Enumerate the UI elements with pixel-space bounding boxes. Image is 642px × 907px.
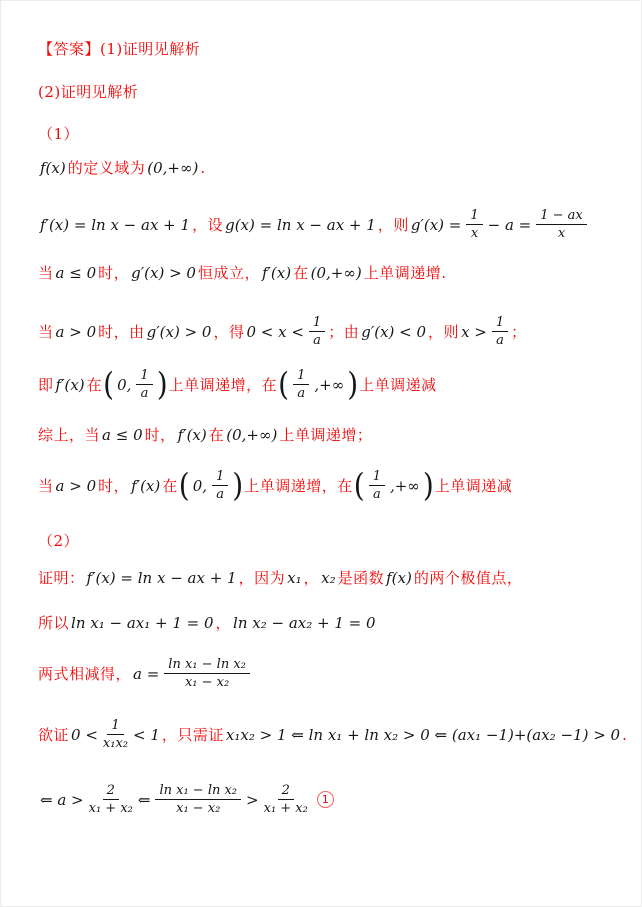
answer-line-2 bbox=[38, 82, 617, 102]
math-run: (0,+∞) bbox=[310, 264, 362, 282]
to-prove-line bbox=[38, 718, 628, 751]
text-run: ， bbox=[215, 614, 232, 632]
math-run: g′(x) > 0 bbox=[131, 264, 196, 282]
text-run: 当 bbox=[38, 322, 54, 341]
part1-heading-text: （1） bbox=[38, 125, 80, 143]
fraction bbox=[103, 718, 128, 751]
math-run: a > 0 bbox=[55, 476, 97, 495]
math-run: a ≤ 0 bbox=[55, 264, 97, 282]
math-run: g(x) = ln x − ax + 1 bbox=[225, 215, 376, 234]
text-run: ，则 bbox=[428, 322, 460, 341]
text-run: ；由 bbox=[328, 322, 360, 341]
text-run: 上单调递增，在 bbox=[168, 375, 278, 394]
fraction bbox=[293, 368, 309, 401]
text-run: 上单调递增； bbox=[279, 426, 373, 444]
answer-text-1: 【答案】(1)证明见解析 bbox=[38, 40, 201, 58]
text-run: ，设 bbox=[192, 215, 224, 234]
fraction-denominator: x₁ + x₂ bbox=[263, 801, 308, 816]
text-run: 恒成立， bbox=[197, 264, 260, 282]
summary-a-le-0-line bbox=[38, 425, 617, 445]
math-run: a ≤ 0 bbox=[102, 426, 143, 444]
fraction-denominator: a bbox=[216, 487, 225, 502]
text-run: 的两个极值点， bbox=[413, 569, 523, 587]
text-run: 的定义域为 bbox=[67, 159, 146, 177]
fraction-numerator: 1 bbox=[136, 368, 152, 385]
math-run: ln x₂ − ax₂ + 1 = 0 bbox=[233, 614, 376, 632]
part1-heading bbox=[38, 124, 617, 144]
math-run: f(x) bbox=[386, 569, 412, 587]
case-a-gt-0-line bbox=[38, 315, 617, 348]
text-run: 在 bbox=[208, 426, 225, 444]
text-run: 综上，当 bbox=[38, 426, 101, 444]
text-run: 在 bbox=[162, 476, 178, 495]
text-run: ， bbox=[303, 569, 320, 587]
math-run: ⇐ bbox=[137, 790, 151, 809]
text-run: 时， bbox=[98, 264, 130, 282]
text-run: 在 bbox=[86, 375, 103, 394]
right-paren: ) bbox=[156, 365, 168, 403]
text-run: 上单调递增. bbox=[363, 264, 447, 282]
math-run: x₁x₂ > 1 ⇐ ln x₁ + ln x₂ > 0 ⇐ (ax₁ −1)+(ax₂ −1) > 0 bbox=[225, 725, 621, 744]
fraction bbox=[466, 208, 482, 241]
text-run: ，只需证 bbox=[161, 725, 224, 744]
right-paren: ) bbox=[232, 466, 244, 504]
text-run: 上单调递增，在 bbox=[244, 476, 353, 495]
math-run: > bbox=[246, 790, 259, 809]
text-run: 证明： bbox=[38, 569, 85, 587]
fraction bbox=[164, 657, 250, 690]
fraction-numerator: 1 bbox=[107, 718, 123, 735]
math-run: a = bbox=[133, 664, 160, 683]
fraction-denominator: a bbox=[297, 386, 306, 401]
left-paren: ( bbox=[178, 466, 190, 504]
fraction-numerator: ln x₁ − ln x₂ bbox=[164, 657, 250, 674]
fraction-numerator: 2 bbox=[278, 783, 294, 800]
fraction bbox=[155, 783, 241, 816]
left-paren: ( bbox=[353, 466, 365, 504]
fraction-denominator: x₁ + x₂ bbox=[88, 801, 133, 816]
fraction-denominator: a bbox=[496, 333, 504, 348]
text-run: ，得 bbox=[213, 322, 245, 341]
text-run: . bbox=[622, 725, 628, 744]
text-run: ，则 bbox=[377, 215, 409, 234]
fraction bbox=[212, 469, 228, 502]
math-run: f′(x) bbox=[55, 375, 85, 394]
text-run: . bbox=[200, 159, 206, 177]
math-run: (0,+∞) bbox=[147, 159, 199, 177]
text-run: 时， bbox=[98, 476, 130, 495]
final-inequality-line bbox=[38, 783, 617, 816]
text-run: ，因为 bbox=[238, 569, 286, 587]
fraction-denominator: a bbox=[372, 487, 381, 502]
extreme-point-equations-line bbox=[38, 613, 617, 633]
math-run: 0, bbox=[192, 476, 208, 495]
fraction bbox=[369, 469, 385, 502]
math-run: ,+∞ bbox=[389, 476, 420, 495]
math-run: f′(x) = ln x − ax + 1 bbox=[86, 569, 237, 587]
text-run: 上单调递减 bbox=[359, 375, 437, 394]
fraction-denominator: x₁ − x₂ bbox=[176, 801, 221, 816]
math-run: 0 < bbox=[71, 725, 98, 744]
fraction-numerator: 1 bbox=[492, 315, 508, 332]
math-run: 0, bbox=[117, 375, 132, 394]
fraction-denominator: a bbox=[313, 333, 321, 348]
math-run: g′(x) < 0 bbox=[361, 322, 427, 341]
left-paren: ( bbox=[103, 365, 115, 403]
math-run: g′(x) = bbox=[410, 215, 462, 234]
case-a-le-0-line bbox=[38, 263, 617, 283]
answer-line-1 bbox=[38, 39, 617, 59]
math-run: x > bbox=[461, 322, 487, 341]
math-run: − a = bbox=[487, 215, 532, 234]
right-paren: ) bbox=[347, 365, 359, 403]
fraction-denominator: x bbox=[470, 226, 479, 241]
fraction-numerator: 1 − ax bbox=[536, 208, 587, 225]
subtract-equations-line bbox=[38, 657, 617, 690]
math-run: a > 0 bbox=[55, 322, 97, 341]
monotonicity-line bbox=[38, 365, 617, 403]
fraction-denominator: x₁ − x₂ bbox=[184, 675, 230, 690]
fraction bbox=[536, 208, 587, 241]
math-run: f(x) bbox=[40, 159, 66, 177]
math-run: f′(x) bbox=[261, 264, 292, 282]
fraction bbox=[309, 315, 325, 348]
summary-a-gt-0-line bbox=[38, 466, 617, 504]
fraction-denominator: x₁x₂ bbox=[102, 736, 128, 751]
math-run: x₂ bbox=[321, 569, 336, 587]
part2-heading bbox=[38, 531, 617, 551]
text-run: 是函数 bbox=[337, 569, 385, 587]
text-run: 所以 bbox=[38, 614, 70, 632]
math-run: ,+∞ bbox=[314, 375, 345, 394]
equation-tag-circled-1: 1 bbox=[317, 791, 334, 808]
fraction-denominator: a bbox=[140, 386, 149, 401]
math-run: 0 < x < bbox=[246, 322, 304, 341]
left-paren: ( bbox=[278, 365, 290, 403]
fraction bbox=[136, 368, 152, 401]
fraction-numerator: 1 bbox=[309, 315, 325, 332]
text-run: 当 bbox=[38, 476, 54, 495]
derivative-line bbox=[38, 208, 617, 241]
math-run: f′(x) bbox=[131, 476, 161, 495]
fraction bbox=[89, 783, 133, 816]
fraction-numerator: ln x₁ − ln x₂ bbox=[155, 783, 241, 800]
right-paren: ) bbox=[422, 466, 434, 504]
fraction-numerator: 1 bbox=[293, 368, 309, 385]
fraction-denominator: x bbox=[557, 226, 566, 241]
text-run: 欲证 bbox=[38, 725, 70, 744]
math-run: ln x₁ − ax₁ + 1 = 0 bbox=[71, 614, 214, 632]
math-run: g′(x) > 0 bbox=[146, 322, 212, 341]
fraction-numerator: 1 bbox=[212, 469, 228, 486]
text-run: ； bbox=[511, 322, 527, 341]
proof-intro-line bbox=[38, 568, 617, 588]
math-run: f′(x) = ln x − ax + 1 bbox=[40, 215, 191, 234]
text-run: 当 bbox=[38, 264, 54, 282]
part2-heading-text: （2） bbox=[38, 532, 80, 550]
math-run: f′(x) bbox=[177, 426, 207, 444]
fraction-numerator: 1 bbox=[466, 208, 482, 225]
text-run: 上单调递减 bbox=[434, 476, 513, 495]
math-run: x₁ bbox=[287, 569, 302, 587]
math-run: < 1 bbox=[133, 725, 160, 744]
math-run: ⇐ a > bbox=[40, 790, 84, 809]
text-run: 两式相减得， bbox=[38, 664, 132, 683]
text-run: 时，由 bbox=[98, 322, 145, 341]
fraction-numerator: 1 bbox=[369, 469, 385, 486]
text-run: 在 bbox=[293, 264, 309, 282]
answer-text-2: (2)证明见解析 bbox=[38, 83, 139, 101]
math-run: (0,+∞) bbox=[226, 426, 278, 444]
text-run: 即 bbox=[38, 375, 54, 394]
fraction-numerator: 2 bbox=[103, 783, 119, 800]
fraction bbox=[492, 315, 508, 348]
domain-line bbox=[38, 158, 617, 178]
text-run: 时， bbox=[144, 426, 176, 444]
fraction bbox=[264, 783, 308, 816]
